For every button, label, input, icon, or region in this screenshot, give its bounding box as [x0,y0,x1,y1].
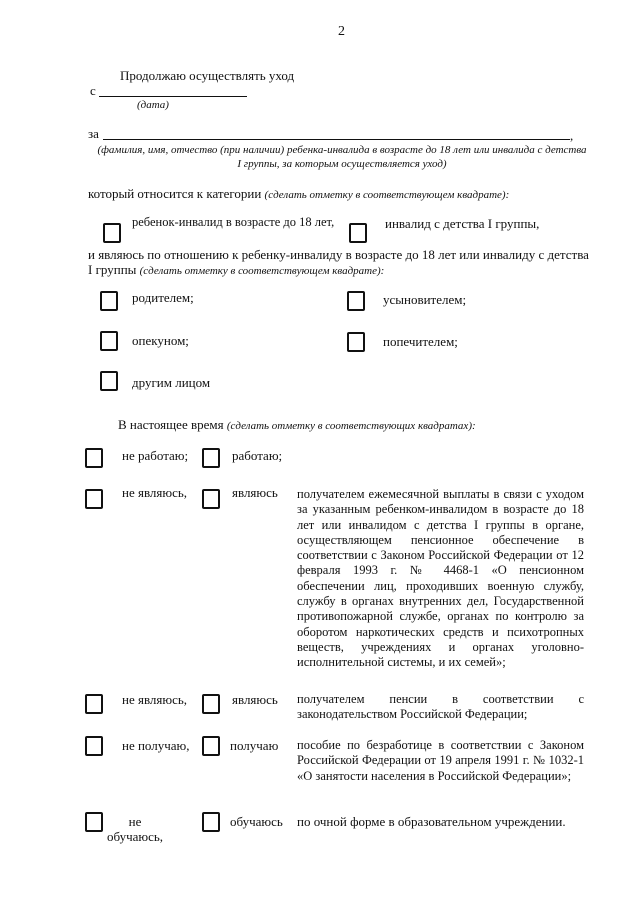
unemployment-receiving-label: получаю [230,738,279,753]
relation-parent-label: родителем; [132,290,194,305]
relation-trustee-label: попечителем; [383,334,458,349]
pension-recipient-checkbox[interactable] [202,694,220,714]
from-prefix: с [90,83,96,98]
category-child-label: ребенок-инвалид в возрасте до 18 лет, [132,215,335,229]
relation-text-2: I группы (сделать отметку в соответствующем квадрате): [88,262,385,277]
date-caption: (дата) [137,99,169,111]
pension-recipient-label: являюсь [232,692,278,707]
relation-text: и являюсь по отношению к ребенку-инвалиду в возрасте до 18 лет или инвалиду с детства [88,247,589,262]
relation-guardian-label: опекуном; [132,333,189,348]
current-status-label: В настоящее время (сделать отметку в соответствующих квадратах): [118,417,476,432]
monthly-not-recipient-checkbox[interactable] [85,489,103,509]
monthly-payment-text: получателем ежемесячной выплаты в связи с уходом за указанным ребенком-инвалидом в возрасте до 18 лет или инвалидом с детства I группы в органе, осуществляющем пенсионное обеспечение в соответствии с Законом Российской Федерации от 12 февраля 1993 г. № 4468-1 «О пенсионном обеспечении лиц, проходивших военную службу, службу в органах внутренних дел, Государственной противопожарной службе, органах по контролю за оборотом наркотических средств и психотропных веществ, учреждениях и органах уголовно-исполнительной системы, и их семей»; [297,487,584,670]
relation-guardian-checkbox[interactable] [100,331,118,351]
continue-care-text: Продолжаю осуществлять уход [120,68,295,83]
relation-adopter-label: усыновителем; [383,292,467,307]
working-label: работаю; [232,448,283,463]
for-prefix: за [88,126,99,141]
studying-label: обучаюсь [230,814,283,829]
unemployment-text: пособие по безработице в соответствии с Законом Российской Федерации от 19 апреля 1991 г. № 1032-1 «О занятости населения в Российской Федерации»; [297,738,584,783]
fio-caption: (фамилия, имя, отчество (при наличии) ребенка-инвалида в возрасте до 18 лет или инвалида с детства I группы, за которым осуществляется уход) [97,144,587,170]
monthly-recipient-checkbox[interactable] [202,489,220,509]
date-field[interactable] [99,96,247,97]
relation-trustee-checkbox[interactable] [347,332,365,352]
monthly-recipient-label: являюсь [232,485,278,500]
unemployment-not-receiving-checkbox[interactable] [85,736,103,756]
monthly-not-recipient-label: не являюсь, [122,485,188,500]
not-working-label: не работаю; [122,448,189,463]
not-studying-checkbox[interactable] [85,812,103,832]
category-disabled-label: инвалид с детства I группы, [385,216,540,231]
relation-parent-checkbox[interactable] [100,291,118,311]
fio-comma: , [570,128,574,143]
relation-other-checkbox[interactable] [100,371,118,391]
pension-not-recipient-checkbox[interactable] [85,694,103,714]
category-label: который относится к категории (сделать отметку в соответствующем квадрате): [88,186,510,201]
page-number: 2 [338,24,345,39]
relation-adopter-checkbox[interactable] [347,291,365,311]
fio-field[interactable] [103,139,570,140]
pension-not-recipient-label: не являюсь, [122,692,188,707]
unemployment-not-receiving-label: не получаю, [122,738,190,753]
relation-other-label: другим лицом [132,375,211,390]
not-working-checkbox[interactable] [85,448,103,468]
studying-checkbox[interactable] [202,812,220,832]
category-disabled-checkbox[interactable] [349,223,367,243]
working-checkbox[interactable] [202,448,220,468]
category-child-checkbox[interactable] [103,223,121,243]
study-text: по очной форме в образовательном учреждении. [297,814,566,829]
pension-text: получателем пенсии в соответствии с законодательством Российской Федерации; [297,692,584,722]
not-studying-label: не обучаюсь, [106,814,164,844]
unemployment-receiving-checkbox[interactable] [202,736,220,756]
